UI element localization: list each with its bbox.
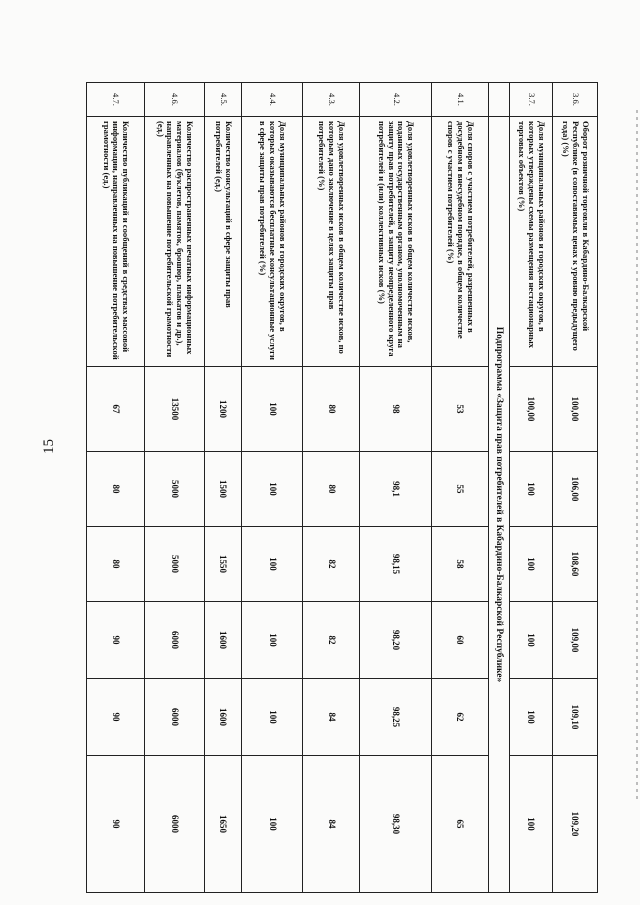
indicator-value: 100 bbox=[510, 602, 553, 679]
row-number: 4.4. bbox=[242, 83, 303, 117]
indicator-value: 100,00 bbox=[553, 367, 598, 452]
table-body bbox=[87, 83, 598, 893]
indicator-value: 6000 bbox=[144, 756, 204, 893]
indicator-value: 98,30 bbox=[360, 756, 432, 893]
indicator-value: 100,00 bbox=[510, 367, 553, 452]
indicator-value: 84 bbox=[303, 679, 360, 756]
scan-edge-line bbox=[636, 110, 638, 800]
rotated-table-wrapper bbox=[86, 82, 598, 892]
indicator-value: 100 bbox=[510, 679, 553, 756]
indicator-value: 100 bbox=[242, 679, 303, 756]
empty-cell bbox=[488, 83, 509, 117]
indicator-value: 5000 bbox=[144, 452, 204, 527]
indicator-value: 84 bbox=[303, 756, 360, 893]
row-number: 4.6. bbox=[144, 83, 204, 117]
indicator-value: 55 bbox=[431, 452, 488, 527]
subprogram-title: Подпрограмма «Защита прав потребителей в Кабардино-Балкарской Республике» bbox=[488, 117, 509, 893]
indicator-value: 82 bbox=[303, 602, 360, 679]
indicator-value: 5000 bbox=[144, 527, 204, 602]
indicator-value: 58 bbox=[431, 527, 488, 602]
indicator-value: 106,00 bbox=[553, 452, 598, 527]
indicator-value: 62 bbox=[431, 679, 488, 756]
table-row bbox=[204, 83, 241, 893]
indicator-name: Доля удовлетворенных исков в общем количестве исков, по которым дано заключение в целях защиты прав потребителей (%) bbox=[303, 117, 360, 367]
indicator-value: 67 bbox=[87, 367, 145, 452]
indicator-value: 80 bbox=[87, 452, 145, 527]
indicator-value: 80 bbox=[303, 367, 360, 452]
indicator-value: 98 bbox=[360, 367, 432, 452]
indicator-value: 109,10 bbox=[553, 679, 598, 756]
table-row bbox=[510, 83, 553, 893]
page-number: 15 bbox=[41, 439, 57, 454]
row-number: 3.7. bbox=[510, 83, 553, 117]
table-row bbox=[242, 83, 303, 893]
table-row bbox=[360, 83, 432, 893]
row-number: 3.6. bbox=[553, 83, 598, 117]
indicator-value: 6000 bbox=[144, 679, 204, 756]
indicator-name: Оборот розничной торговли в Кабардино-Балкарской Республике (в сопоставимых ценах к уровню предыдущего года) (%) bbox=[553, 117, 598, 367]
indicator-value: 53 bbox=[431, 367, 488, 452]
indicator-value: 108,60 bbox=[553, 527, 598, 602]
subprogram-row bbox=[488, 83, 509, 893]
indicator-value: 1600 bbox=[204, 679, 241, 756]
indicator-value: 1550 bbox=[204, 527, 241, 602]
indicator-value: 6000 bbox=[144, 602, 204, 679]
indicator-value: 90 bbox=[87, 602, 145, 679]
indicator-name: Количество публикаций и сообщений в средствах массовой информации, направленных на повышение потребительской грамотности (ед.) bbox=[87, 117, 145, 367]
indicators-table bbox=[86, 82, 598, 893]
indicator-value: 65 bbox=[431, 756, 488, 893]
indicator-value: 100 bbox=[242, 756, 303, 893]
indicator-value: 100 bbox=[242, 602, 303, 679]
indicator-value: 100 bbox=[510, 452, 553, 527]
row-number: 4.2. bbox=[360, 83, 432, 117]
indicator-name: Количество распространенных печатных информационных материалов (буклетов, памяток, брошюр, плакатов и др.), направленных на повышение потребительской грамотности (ед.) bbox=[144, 117, 204, 367]
table-row bbox=[144, 83, 204, 893]
indicator-value: 13500 bbox=[144, 367, 204, 452]
indicator-name: Доля споров с участием потребителей, разрешенных в досудебном и внесудебном порядке, в общем количестве споров с участием потребителей (%) bbox=[431, 117, 488, 367]
indicator-value: 98,15 bbox=[360, 527, 432, 602]
indicator-value: 109,20 bbox=[553, 756, 598, 893]
indicator-name: Доля муниципальных районов и городских округов, в которых оказываются бесплатные консультационные услуги в сфере защиты прав потребителей (%) bbox=[242, 117, 303, 367]
indicator-value: 98,25 bbox=[360, 679, 432, 756]
row-number: 4.3. bbox=[303, 83, 360, 117]
indicator-name: Доля удовлетворенных исков в общем количестве исков, поданных государственным органом, уполномоченным на защиту прав потребителей, в защиту неопределенного круга потребителей и (или) коллективных исков (%) bbox=[360, 117, 432, 367]
indicator-value: 98,20 bbox=[360, 602, 432, 679]
indicator-value: 109,00 bbox=[553, 602, 598, 679]
row-number: 4.7. bbox=[87, 83, 145, 117]
indicator-name: Количество консультаций в сфере защиты прав потребителей (ед.) bbox=[204, 117, 241, 367]
indicator-value: 60 bbox=[431, 602, 488, 679]
indicator-value: 1600 bbox=[204, 602, 241, 679]
indicator-value: 90 bbox=[87, 679, 145, 756]
row-number: 4.5. bbox=[204, 83, 241, 117]
indicator-value: 1650 bbox=[204, 756, 241, 893]
row-number: 4.1. bbox=[431, 83, 488, 117]
indicator-value: 90 bbox=[87, 756, 145, 893]
table-row bbox=[303, 83, 360, 893]
indicator-value: 100 bbox=[510, 756, 553, 893]
indicator-value: 82 bbox=[303, 527, 360, 602]
table-row bbox=[553, 83, 598, 893]
indicator-value: 1500 bbox=[204, 452, 241, 527]
indicator-value: 100 bbox=[510, 527, 553, 602]
indicator-value: 1200 bbox=[204, 367, 241, 452]
table-row bbox=[431, 83, 488, 893]
indicator-name: Доля муниципальных районов и городских округов, в которых утверждены схемы размещения нестационарных торговых объектов (%) bbox=[510, 117, 553, 367]
indicator-value: 100 bbox=[242, 452, 303, 527]
table-row bbox=[87, 83, 145, 893]
indicator-value: 80 bbox=[87, 527, 145, 602]
indicator-value: 98,1 bbox=[360, 452, 432, 527]
indicator-value: 100 bbox=[242, 527, 303, 602]
indicator-value: 80 bbox=[303, 452, 360, 527]
indicator-value: 100 bbox=[242, 367, 303, 452]
